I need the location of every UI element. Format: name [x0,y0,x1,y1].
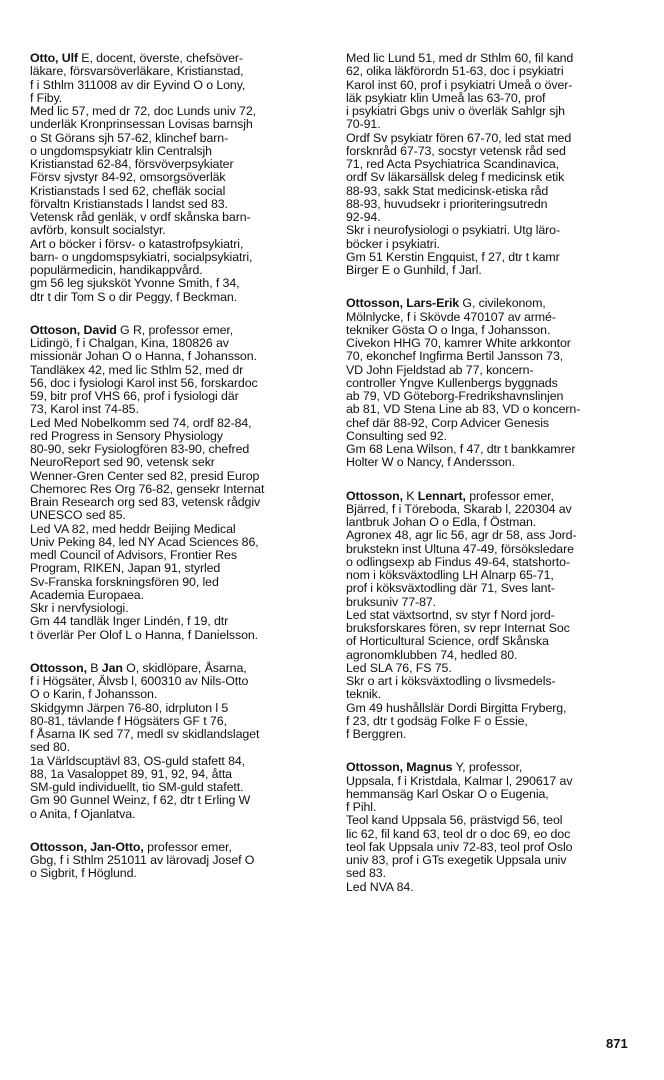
entry-text: medl Council of Advisors, Frontier Res [30,548,237,562]
entry-line [346,854,640,867]
entry-line [30,867,324,880]
entry-text: chef där 88-92, Corp Advicer Genesis [346,415,550,430]
biography-entry [346,52,640,277]
entry-text: avförb, konsult socialstyr. [30,223,166,238]
entry-text: Wenner-Gren Center sed 82, presid Europ [30,468,260,483]
entry-text: forsknråd 67-73, socstyr vetensk råd sed [346,143,566,158]
entry-text: o ungdomspsykiatr klin Centralsjh [30,143,212,158]
biography-entry [346,490,640,742]
entry-line [30,132,324,145]
entry-line [346,324,640,337]
entry-line [30,781,324,794]
entry-text: G R, professor emer, [116,322,234,337]
biography-entry [30,52,324,304]
entry-text: f Fiby. [30,90,63,105]
entry-text: f i Högsäter, Älvsb l, 600310 av Nils-Otto [30,674,249,688]
entry-line [346,350,640,363]
entry-line [30,841,324,854]
entry-line [346,390,640,403]
entry-line [346,297,640,310]
entry-text: ab 79, VD Göteborg-Fredrikshavnslinjen [346,389,564,403]
entry-line [346,92,640,105]
entry-text: Art o böcker i försv- o katastrofpsykiatri, [30,236,244,251]
entry-text: 70, ekonchef Ingfirma Bertil Jansson 73, [346,349,564,364]
entry-line [346,79,640,92]
entry-text: Civekon HHG 70, kamrer White arkkontor [346,336,571,350]
entry-text: o Sigbrit, f Höglund. [30,866,137,881]
entry-line [346,688,640,701]
entry-line [346,132,640,145]
entry-line [30,536,324,549]
entry-line [30,854,324,867]
entry-line [30,562,324,575]
entry-line [30,224,324,237]
entry-text: Gm 68 Lena Wilson, f 47, dtr t bankkamrer [346,442,576,456]
entry-line [30,264,324,277]
entry-text: Led SLA 76, FS 75. [346,660,452,675]
entry-text: tekniker Gösta O o Inga, f Johansson. [346,322,551,337]
entry-text: o St Görans sjh 57-62, klinchef barn- [30,130,229,145]
entry-text: o Anita, f Ojanlatva. [30,806,136,821]
entry-text: lic 62, fil kand 63, teol dr o doc 69, eo doc [346,826,571,841]
entry-name: Ottosson, [30,660,87,675]
entry-name: Otto, Ulf [30,51,78,65]
entry-line [30,688,324,701]
entry-line [346,224,640,237]
entry-line [30,211,324,224]
entry-line [30,118,324,131]
entry-line [30,728,324,741]
entry-line [30,470,324,483]
entry-text: 80-81, tävlande f Högsäters GF t 76, [30,713,227,728]
entry-line [30,808,324,821]
entry-text: Univ Peking 84, led NY Acad Sciences 86, [30,534,259,549]
entry-line [346,211,640,224]
entry-text: controller Yngve Kullenbergs byggnads [346,375,558,390]
entry-text: Skidgymn Järpen 76-80, idrpluton l 5 [30,700,229,715]
entry-name: Ottosson, Magnus [346,760,453,775]
entry-text: professor emer, [465,488,554,503]
biography-entry [30,324,324,642]
entry-line [346,675,640,688]
entry-text: i psykiatri Gbgs univ o överläk Sahlgr sjh [346,104,565,118]
entry-text: NeuroReport sed 90, vetensk sekr [30,455,215,470]
entry-text: t överlär Per Olof L o Hanna, f Danielsson. [30,627,259,642]
entry-line [30,79,324,92]
entry-line [346,702,640,715]
entry-line [346,185,640,198]
entry-line [346,171,640,184]
entry-line [346,867,640,880]
entry-text: f Berggren. [346,727,407,741]
entry-text: 70-91. [346,117,381,132]
entry-text: Skr o art i köksväxtodling o livsmedels- [346,674,556,688]
entry-text: E, docent, överste, chefsöver- [77,51,243,65]
entry-line [30,741,324,754]
entry-line [346,456,640,469]
biography-entry [346,761,640,894]
entry-line [30,702,324,715]
entry-line [30,768,324,781]
entry-line [30,337,324,350]
biography-entry [30,662,324,821]
biography-entry [346,297,640,469]
entry-line [346,761,640,774]
entry-line [30,615,324,628]
entry-line [30,198,324,211]
entry-text: B [86,660,102,675]
entry-line [30,105,324,118]
entry-line [30,430,324,443]
entry-text: 88-93, huvudsekr i prioriteringsutredn [346,196,548,211]
entry-line [346,609,640,622]
entry-text: hemmansäg Karl Oskar O o Eugenia, [346,786,549,801]
entry-text: Skr i neurofysiologi o psykiatri. Utg läro- [346,223,560,238]
entry-text: 88-93, sakk Stat medicinsk-etiska råd [346,183,549,198]
page-number: 871 [606,1036,628,1051]
entry-text: VD John Fjeldstad ab 77, koncern- [346,362,534,377]
right-column [346,52,640,914]
entry-text: 92-94. [346,210,381,224]
entry-text: förvaltn Kristianstads l landst sed 83. [30,196,228,211]
entry-name: Ottosson, Lars-Erik [346,296,460,311]
entry-line [30,277,324,290]
entry-text: Led stat växtsortnd, sv styr f Nord jord- [346,607,555,622]
entry-line [30,662,324,675]
entry-line [30,496,324,509]
entry-text: Uppsala, f i Kristdala, Kalmar l, 290617 av [346,773,573,788]
entry-text: Gbg, f i Sthlm 251011 av lärovadj Josef O [30,853,255,867]
entry-line [346,503,640,516]
entry-line [30,675,324,688]
entry-text: Academia Europaea. [30,587,144,602]
entry-line [346,337,640,350]
entry-text: prof i köksväxtodling där 71, Sves lant- [346,581,555,596]
entry-text: Gm 49 hushållslär Dordi Birgitta Fryberg, [346,700,567,715]
entry-text: läkare, försvarsöverläkare, Kristianstad, [30,64,244,79]
entry-text: dtr t dir Tom S o dir Peggy, f Beckman. [30,289,238,304]
entry-text: f Åsarna IK sed 77, medl sv skidlandslaget [30,727,260,741]
entry-line [30,324,324,337]
entry-text: gm 56 leg sjuksköt Yvonne Smith, f 34, [30,276,240,291]
entry-name: Ottoson, David [30,322,117,337]
entry-line [346,728,640,741]
entry-line [30,629,324,642]
entry-text: bruksforskares fören, sv repr Internat Soc [346,621,570,635]
entry-line [346,828,640,841]
entry-text: SM-guld individuellt, tio SM-guld stafett. [30,780,244,794]
entry-text: Birger E o Gunhild, f Jarl. [346,263,482,277]
entry-text: nom i köksväxtodling LH Alnarp 65-71, [346,568,554,582]
entry-text: 88, 1a Vasaloppet 89, 91, 92, 94, åtta [30,766,232,781]
entry-line [346,105,640,118]
entry-name: Ottosson, [346,488,403,503]
biography-entry [30,841,324,881]
entry-text: Sv-Franska forskningsfören 90, led [30,574,219,589]
entry-line [30,509,324,522]
entry-line [30,171,324,184]
entry-text: Gm 51 Kerstin Engquist, f 27, dtr t kamr [346,249,560,264]
entry-line [346,543,640,556]
entry-line [346,569,640,582]
entry-text: f 23, dtr t godsäg Folke F o Essie, [346,713,528,728]
entry-line [30,65,324,78]
entry-line [346,198,640,211]
entry-text: f Pihl. [346,800,377,814]
entry-text: läk psykiatr klin Umeå las 63-70, prof [346,90,546,105]
entry-text: univ 83, prof i GTs exegetik Uppsala univ [346,853,567,867]
entry-text: ab 81, VD Stena Line ab 83, VD o koncern- [346,402,581,417]
entry-line [30,377,324,390]
entry-line [30,794,324,807]
entry-line [346,881,640,894]
entry-text: Consulting sed 92. [346,428,447,443]
entry-text: Y, professor, [452,760,523,775]
entry-text: Agronex 48, agr lic 56, agr dr 58, ass Jord- [346,528,577,543]
entry-text: O, skidlöpare, Åsarna, [122,660,247,675]
entry-line [346,65,640,78]
entry-line [30,549,324,562]
entry-name: Jan [101,660,123,675]
entry-line [30,185,324,198]
entry-line [30,523,324,536]
entry-line [30,602,324,615]
entry-line [30,417,324,430]
entry-text: teknik. [346,687,382,702]
entry-line [30,443,324,456]
entry-text: Karol inst 60, prof i psykiatri Umeå o över- [346,77,573,92]
entry-text: f i Sthlm 311008 av dir Eyvind O o Lony, [30,77,246,92]
entry-text: missionär Johan O o Hanna, f Johansson. [30,349,257,364]
entry-line [346,516,640,529]
entry-line [346,582,640,595]
entry-text: Lidingö, f i Chalgan, Kina, 180826 av [30,336,229,350]
entry-text: Mölnlycke, f i Skövde 470107 av armé- [346,309,556,324]
entry-line [346,311,640,324]
entry-line [30,589,324,602]
entry-line [346,814,640,827]
entry-text: 80-90, sekr Fysiologfören 83-90, chefred [30,442,250,456]
entry-line [30,456,324,469]
entry-text: Program, RIKEN, Japan 91, styrled [30,561,221,576]
entry-text: ordf Sv läkarsällsk deleg f medicinsk etik [346,170,565,185]
entry-line [346,158,640,171]
entry-line [346,556,640,569]
entry-line [346,364,640,377]
entry-text: Kristianstad 62-84, försvöverpsykiater [30,157,234,171]
entry-line [346,145,640,158]
entry-text: red Progress in Sensory Physiology [30,428,223,443]
entry-text: underläk Kronprinsessan Lovisas barnsjh [30,117,253,132]
entry-text: Led Med Nobelkomm sed 74, ordf 82-84, [30,415,252,430]
entry-text: Holter W o Nancy, f Andersson. [346,455,515,470]
entry-line [30,291,324,304]
entry-line [346,662,640,675]
entry-line [346,490,640,503]
entry-text: Ordf Sv psykiatr fören 67-70, led stat med [346,130,572,145]
entry-text: 73, Karol inst 74-85. [30,402,139,417]
entry-line [346,635,640,648]
entry-line [30,715,324,728]
entry-text: Led VA 82, med heddr Beijing Medical [30,521,236,536]
entry-text: K [402,488,418,503]
entry-line [30,251,324,264]
entry-line [346,52,640,65]
entry-text: Med lic 57, med dr 72, doc Lunds univ 72, [30,104,256,118]
entry-line [346,801,640,814]
entry-name: Ottosson, Jan-Otto, [30,839,144,854]
entry-line [346,715,640,728]
entry-text: agronomklubben 74, hedled 80. [346,647,518,662]
entry-line [30,238,324,251]
entry-line [30,483,324,496]
entry-text: Gm 90 Gunnel Weinz, f 62, dtr t Erling W [30,793,251,808]
entry-text: Brain Research org sed 83, vetensk rådgiv [30,495,261,509]
entry-text: Gm 44 tandläk Inger Lindén, f 19, dtr [30,614,229,629]
entry-text: Skr i nervfysiologi. [30,601,129,615]
entry-text: Försv sjvstyr 84-92, omsorgsöverläk [30,170,226,185]
entry-text: 1a Världscuptävl 83, OS-guld stafett 84, [30,753,246,768]
entry-text: Tandläkex 42, med lic Sthlm 52, med dr [30,362,244,377]
entry-text: 56, doc i fysiologi Karol inst 56, forskardoc [30,375,258,390]
left-column [30,52,324,901]
entry-line [346,596,640,609]
entry-text: sed 80. [30,740,70,755]
entry-text: of Horticultural Science, ordf Skånska [346,634,549,649]
entry-line [346,841,640,854]
entry-line [30,755,324,768]
entry-text: böcker i psykiatri. [346,236,440,251]
entry-line [346,264,640,277]
entry-line [30,52,324,65]
entry-line [30,403,324,416]
entry-text: brukstekn inst Ultuna 47-49, försöksledare [346,541,574,556]
entry-line [346,788,640,801]
entry-line [30,92,324,105]
entry-line [30,145,324,158]
entry-text: barn- o ungdomspsykiatri, socialpsykiatri, [30,249,253,264]
entry-text: teol fak Uppsala univ 72-83, teol prof Oslo [346,839,573,854]
entry-line [346,622,640,635]
entry-text: bruksuniv 77-87. [346,594,437,609]
entry-line [30,364,324,377]
entry-text: 71, red Acta Psychiatrica Scandinavica, [346,157,560,171]
entry-text: o odlingsexp ab Findus 49-64, statshorto- [346,554,570,569]
entry-text: professor emer, [143,839,232,854]
entry-line [346,649,640,662]
entry-line [346,238,640,251]
entry-text: Kristianstads l sed 62, chefläk social [30,183,226,198]
entry-text: Bjärred, f i Töreboda, Skarab l, 220304 av [346,501,572,516]
entry-text: sed 83. [346,866,386,881]
entry-line [346,417,640,430]
entry-line [346,118,640,131]
entry-line [30,576,324,589]
entry-line [346,403,640,416]
entry-line [30,350,324,363]
entry-line [30,158,324,171]
entry-text: Vetensk råd genläk, v ordf skånska barn- [30,210,251,224]
entry-line [346,377,640,390]
entry-line [346,251,640,264]
entry-line [346,775,640,788]
entry-line [346,430,640,443]
entry-text: lantbruk Johan O o Edla, f Östman. [346,515,537,529]
entry-text: Med lic Lund 51, med dr Sthlm 60, fil kand [346,51,574,65]
entry-text: Led NVA 84. [346,879,414,894]
entry-text: Teol kand Uppsala 56, prästvigd 56, teol [346,813,563,828]
entry-text: UNESCO sed 85. [30,508,126,523]
entry-text: O o Karin, f Johansson. [30,687,158,702]
entry-line [346,443,640,456]
entry-text: G, civilekonom, [459,296,546,311]
entry-text: populärmedicin, handikappvård. [30,263,203,277]
entry-text: 59, bitr prof VHS 66, prof i fysiologi där [30,389,239,403]
entry-text: Chemorec Res Org 76-82, gensekr Internat [30,481,265,496]
entry-line [30,390,324,403]
entry-line [346,529,640,542]
entry-name: Lennart, [417,488,466,503]
entry-text: 62, olika läkförordn 51-63, doc i psykiatri [346,64,564,79]
